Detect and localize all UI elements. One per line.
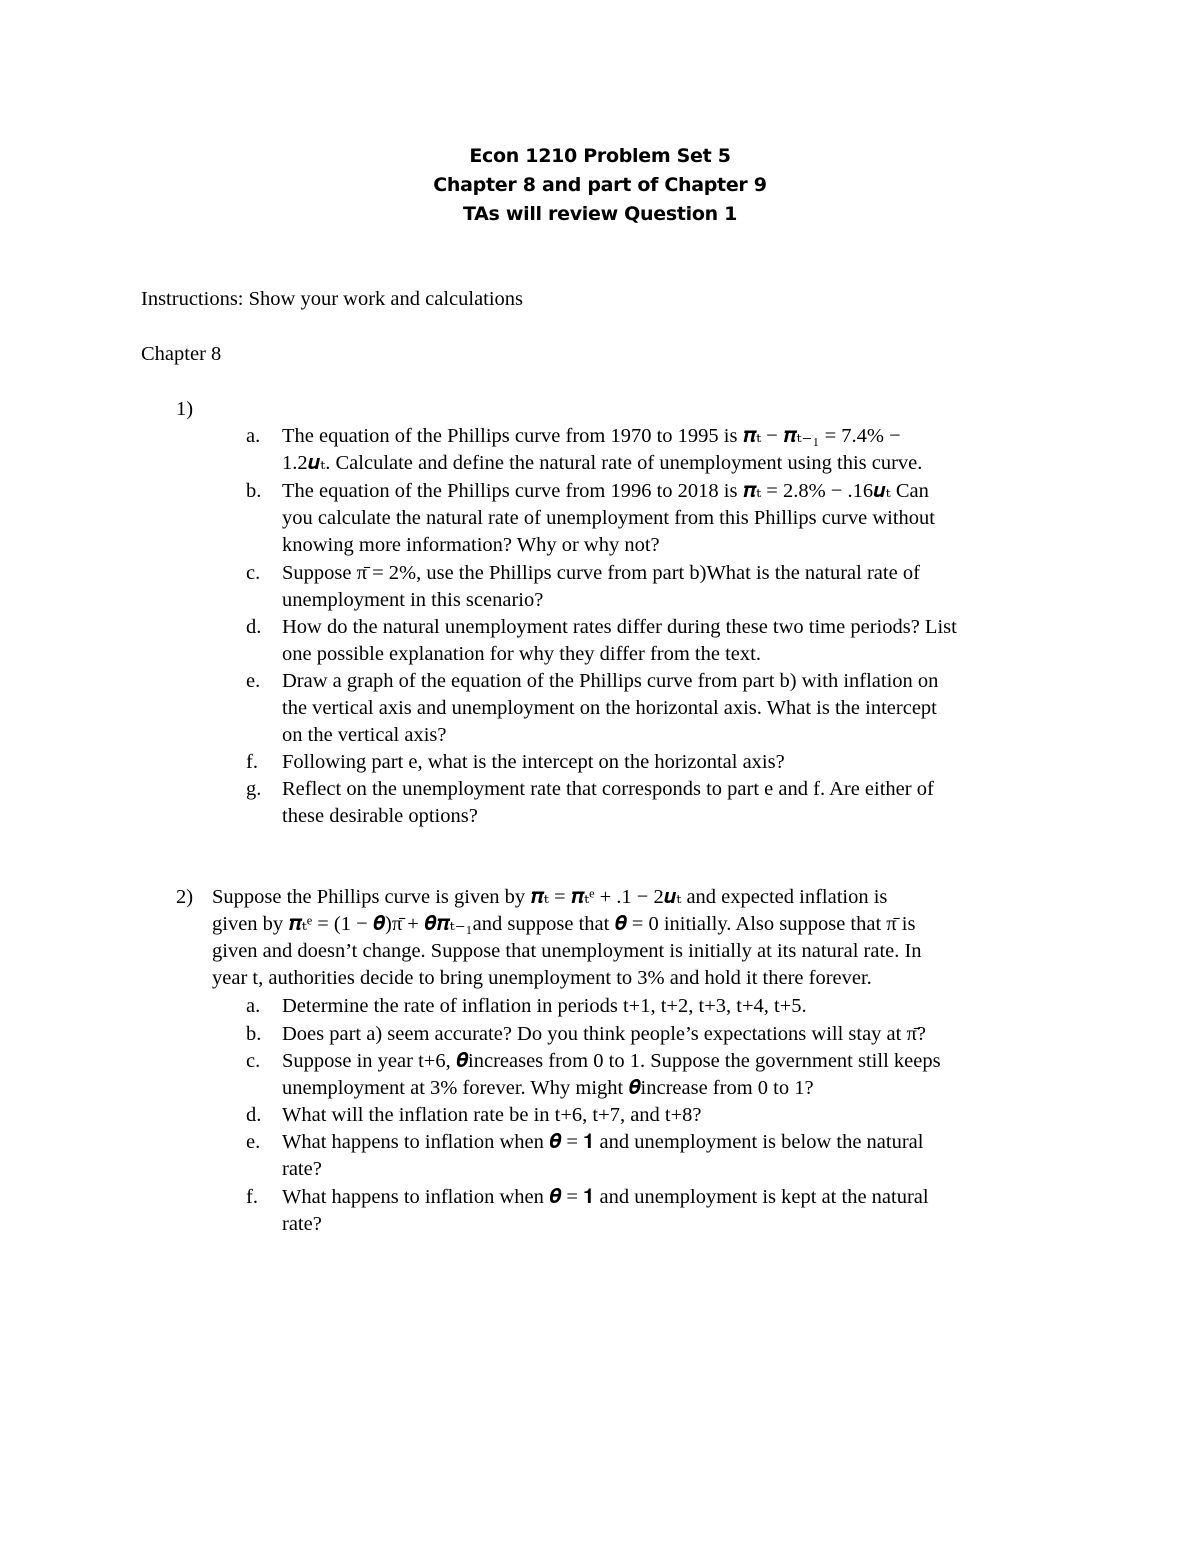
item-text-line: The equation of the Phillips curve from 1996 to 2018 is 𝝅ₜ = 2.8% − .16𝒖ₜ Can: [282, 480, 929, 502]
item-text-line: Does part a) seem accurate? Do you think people’s expectations will stay at π̄?: [282, 1023, 926, 1045]
item-text-line: you calculate the natural rate of unemployment from this Phillips curve without: [282, 507, 935, 529]
item-label: c.: [246, 562, 261, 584]
item-text-line: 1.2𝒖ₜ. Calculate and define the natural rate of unemployment using this curve.: [282, 452, 923, 474]
item-text-line: the vertical axis and unemployment on the horizontal axis. What is the intercept: [282, 697, 937, 719]
item-text-line: Draw a graph of the equation of the Phillips curve from part b) with inflation on: [282, 670, 939, 692]
item-label: c.: [246, 1050, 261, 1072]
item-text-line: rate?: [282, 1213, 322, 1235]
item-label: b.: [246, 480, 262, 502]
item-label: b.: [246, 1023, 262, 1045]
item-text-line: on the vertical axis?: [282, 724, 447, 746]
item-label: g.: [246, 778, 262, 800]
item-text-line: How do the natural unemployment rates differ during these two time periods? List: [282, 616, 957, 638]
item-label: e.: [246, 670, 261, 692]
instructions-text: Instructions: Show your work and calculations: [141, 288, 524, 310]
item-text-line: What happens to inflation when 𝜽 = 𝟏 and unemployment is kept at the natural: [282, 1186, 929, 1208]
item-label: e.: [246, 1131, 261, 1153]
q2-intro-line: given by 𝝅ₜᵉ = (1 − 𝜽)π̄ + 𝜽𝝅ₜ₋₁and suppose that 𝜽 = 0 initially. Also suppose that π̄ is: [212, 913, 916, 935]
document-title: Econ 1210 Problem Set 5: [469, 145, 731, 167]
item-text-line: The equation of the Phillips curve from 1970 to 1995 is 𝝅ₜ − 𝝅ₜ₋₁ = 7.4% −: [282, 425, 901, 447]
item-text-line: unemployment at 3% forever. Why might 𝜽increase from 0 to 1?: [282, 1077, 814, 1099]
q2-intro-line: year t, authorities decide to bring unemployment to 3% and hold it there forever.: [212, 967, 872, 989]
item-label: d.: [246, 1104, 262, 1126]
item-label: f.: [246, 1186, 258, 1208]
document-subtitle: Chapter 8 and part of Chapter 9: [433, 174, 767, 196]
item-text-line: Suppose in year t+6, 𝜽increases from 0 to 1. Suppose the government still keeps: [282, 1050, 941, 1072]
question-1-number: 1): [176, 398, 194, 420]
document-header: [0, 142, 1200, 229]
q2-intro-line: given and doesn’t change. Suppose that unemployment is initially at its natural rate. In: [212, 940, 922, 962]
item-text-line: one possible explanation for why they differ from the text.: [282, 643, 761, 665]
item-text-line: What happens to inflation when 𝜽 = 𝟏 and unemployment is below the natural: [282, 1131, 924, 1153]
item-text-line: What will the inflation rate be in t+6, t+7, and t+8?: [282, 1104, 702, 1126]
item-text-line: Following part e, what is the intercept on the horizontal axis?: [282, 751, 785, 773]
item-label: a.: [246, 995, 261, 1017]
item-text-line: Suppose π̄ = 2%, use the Phillips curve from part b)What is the natural rate of: [282, 562, 920, 584]
item-text-line: Reflect on the unemployment rate that corresponds to part e and f. Are either of: [282, 778, 934, 800]
item-text-line: rate?: [282, 1158, 322, 1180]
item-label: a.: [246, 425, 261, 447]
item-text-line: these desirable options?: [282, 805, 478, 827]
chapter-heading: Chapter 8: [141, 343, 222, 365]
item-text-line: Determine the rate of inflation in periods t+1, t+2, t+3, t+4, t+5.: [282, 995, 807, 1017]
item-text-line: unemployment in this scenario?: [282, 589, 544, 611]
question-2-number: 2): [176, 886, 194, 908]
q2-intro: [212, 884, 1072, 992]
item-text-line: knowing more information? Why or why not?: [282, 534, 660, 556]
item-label: d.: [246, 616, 262, 638]
item-label: f.: [246, 751, 258, 773]
q2-intro-line: Suppose the Phillips curve is given by 𝝅ₜ = 𝝅ₜᵉ + .1 − 2𝒖ₜ and expected inflation is: [212, 886, 888, 908]
document-note: TAs will review Question 1: [462, 203, 738, 225]
